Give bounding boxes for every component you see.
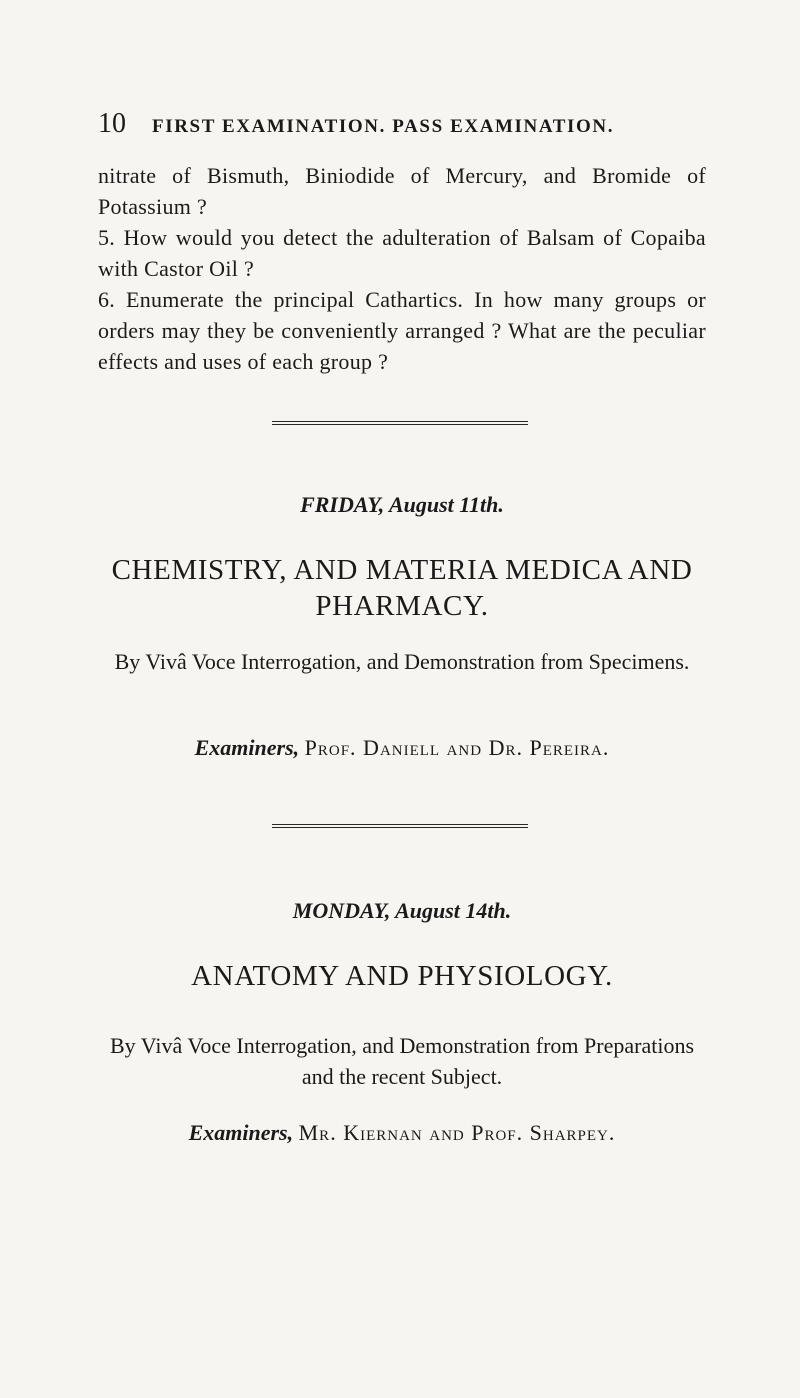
- question-4-continued: nitrate of Bismuth, Biniodide of Mercury, and Bromide of Potassium ?: [98, 163, 706, 219]
- friday-examiners-label: Examiners,: [194, 735, 300, 760]
- question-6: 6. Enumerate the principal Cathartics. In how many groups or orders may they be conveniently arranged ? What are the peculiar effects and uses of each group ?: [98, 287, 706, 374]
- friday-heading: [98, 492, 706, 518]
- monday-date: August 14th.: [395, 898, 512, 923]
- monday-examiners: [98, 1120, 706, 1146]
- question-5: 5. How would you detect the adulteration of Balsam of Copaiba with Castor Oil ?: [98, 225, 706, 281]
- section-divider: [272, 421, 528, 425]
- running-head: [98, 108, 718, 140]
- friday-examiners: [98, 735, 706, 761]
- friday-subject-line-2: PHARMACY.: [315, 590, 489, 622]
- friday-subject: [98, 552, 706, 624]
- section-divider: [272, 824, 528, 828]
- monday-examiners-names: Mr. Kiernan and Prof. Sharpey.: [298, 1120, 616, 1145]
- friday-day: FRIDAY,: [300, 492, 385, 517]
- page-number: 10: [98, 108, 126, 139]
- monday-day: MONDAY,: [292, 898, 391, 923]
- monday-heading: [98, 898, 706, 924]
- friday-subject-line-1: CHEMISTRY, AND MATERIA MEDICA AND: [111, 554, 693, 586]
- monday-method: By Vivâ Voce Interrogation, and Demonstration from Preparations and the recent Subject.: [110, 1033, 694, 1089]
- monday-examiners-label: Examiners,: [188, 1120, 294, 1145]
- running-head-title: FIRST EXAMINATION. PASS EXAMINATION.: [152, 116, 615, 137]
- friday-examiners-names: Prof. Daniell and Dr. Pereira.: [304, 735, 610, 760]
- friday-date: August 11th.: [388, 492, 504, 517]
- friday-method: By Vivâ Voce Interrogation, and Demonstration from Specimens.: [114, 649, 690, 674]
- monday-subject: ANATOMY AND PHYSIOLOGY.: [191, 960, 613, 992]
